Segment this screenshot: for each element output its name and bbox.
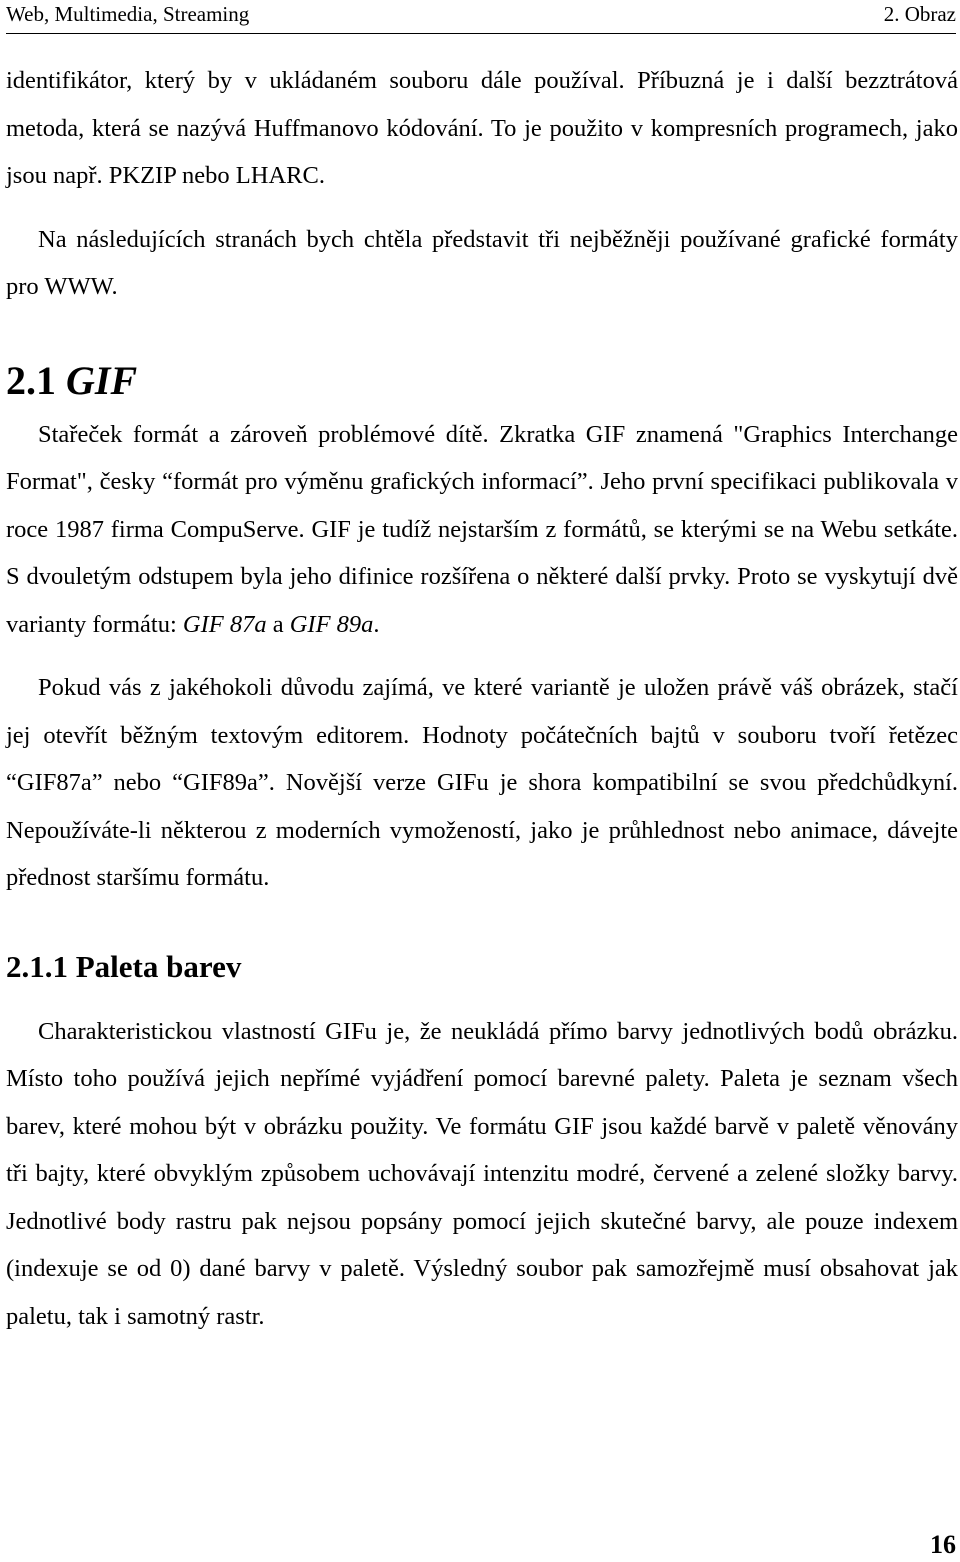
page-number: 16	[930, 1530, 956, 1559]
gif-paragraph-history	[6, 411, 958, 649]
paragraph-spacer	[6, 648, 958, 664]
gif-history-period: .	[373, 610, 380, 638]
page-body	[6, 57, 958, 1340]
gif-variant-87a: GIF 87a	[182, 610, 267, 638]
section-number: 2.1	[6, 357, 56, 403]
gif-history-conjunction: a	[266, 610, 290, 638]
running-header	[6, 0, 956, 34]
gif-paragraph-variants: Pokud vás z jakéhokoli důvodu zajímá, ve které variantě je uložen právě váš obrázek, stačí jej otevřít běžným textovým editorem. Hodnoty počátečních bajtů v souboru tvoří řetězec “GIF87a” nebo “GIF89a”. Novější verze GIFu je shora kompatibilní se svou předchůdkyní. Nepoužíváte-li některou z moderních vymožeností, jako je průhlednost nebo animace, dávejte přednost staršímu formátu.	[6, 674, 958, 891]
header-chapter-title: 2. Obraz	[883, 2, 956, 26]
intro-paragraph: Na následujících stranách bych chtěla představit tři nejběžněji používané grafické formáty pro WWW.	[6, 225, 958, 300]
paragraph-spacer	[6, 992, 958, 1008]
header-book-title: Web, Multimedia, Streaming	[6, 2, 250, 26]
intro-paragraph-continued: identifikátor, který by v ukládaném souboru dále používal. Příbuzná je i další bezztrátová metoda, která se nazývá Huffmanovo kódování. To je použito v kompresních programech, jako jsou např. PKZIP nebo LHARC.	[6, 67, 958, 189]
gif-history-text: Stařeček formát a zároveň problémové dítě. Zkratka GIF znamená "Graphics Interchange Format", česky “formát pro výměnu grafických informací”. Jeho první specifikaci publikovala v roce 1987 firma CompuServe. GIF je tudíž nejstarším z formátů, se kterými se na Webu setkáte. S dvouletým odstupem byla jeho difinice rozšířena o některé další prvky. Proto se vyskytují dvě varianty formátu:	[6, 420, 958, 638]
palette-paragraph: Charakteristickou vlastností GIFu je, že neukládá přímo barvy jednotlivých bodů obrázku. Místo toho používá jejich nepřímé vyjádření pomocí barevné palety. Paleta je seznam všech barev, které mohou být v obrázku použity. Ve formátu GIF jsou každé barvě v paletě věnovány tři bajty, které obvyklým způsobem uchovávají intenzitu modré, červené a zelené složky barvy. Jednotlivé body rastru pak nejsou popsány pomocí jejich skutečné barvy, ale pouze indexem (indexuje se od 0) dané barvy v paletě. Výsledný soubor pak samozřejmě musí obsahovat jak paletu, tak i samotný rastr.	[6, 1017, 958, 1330]
subsection-heading-palette: 2.1.1 Paleta barev	[6, 948, 242, 984]
paragraph-spacer	[6, 200, 958, 216]
section-title: GIF	[66, 357, 138, 403]
gif-variant-89a: GIF 89a	[289, 610, 374, 638]
section-heading-gif	[6, 351, 958, 411]
